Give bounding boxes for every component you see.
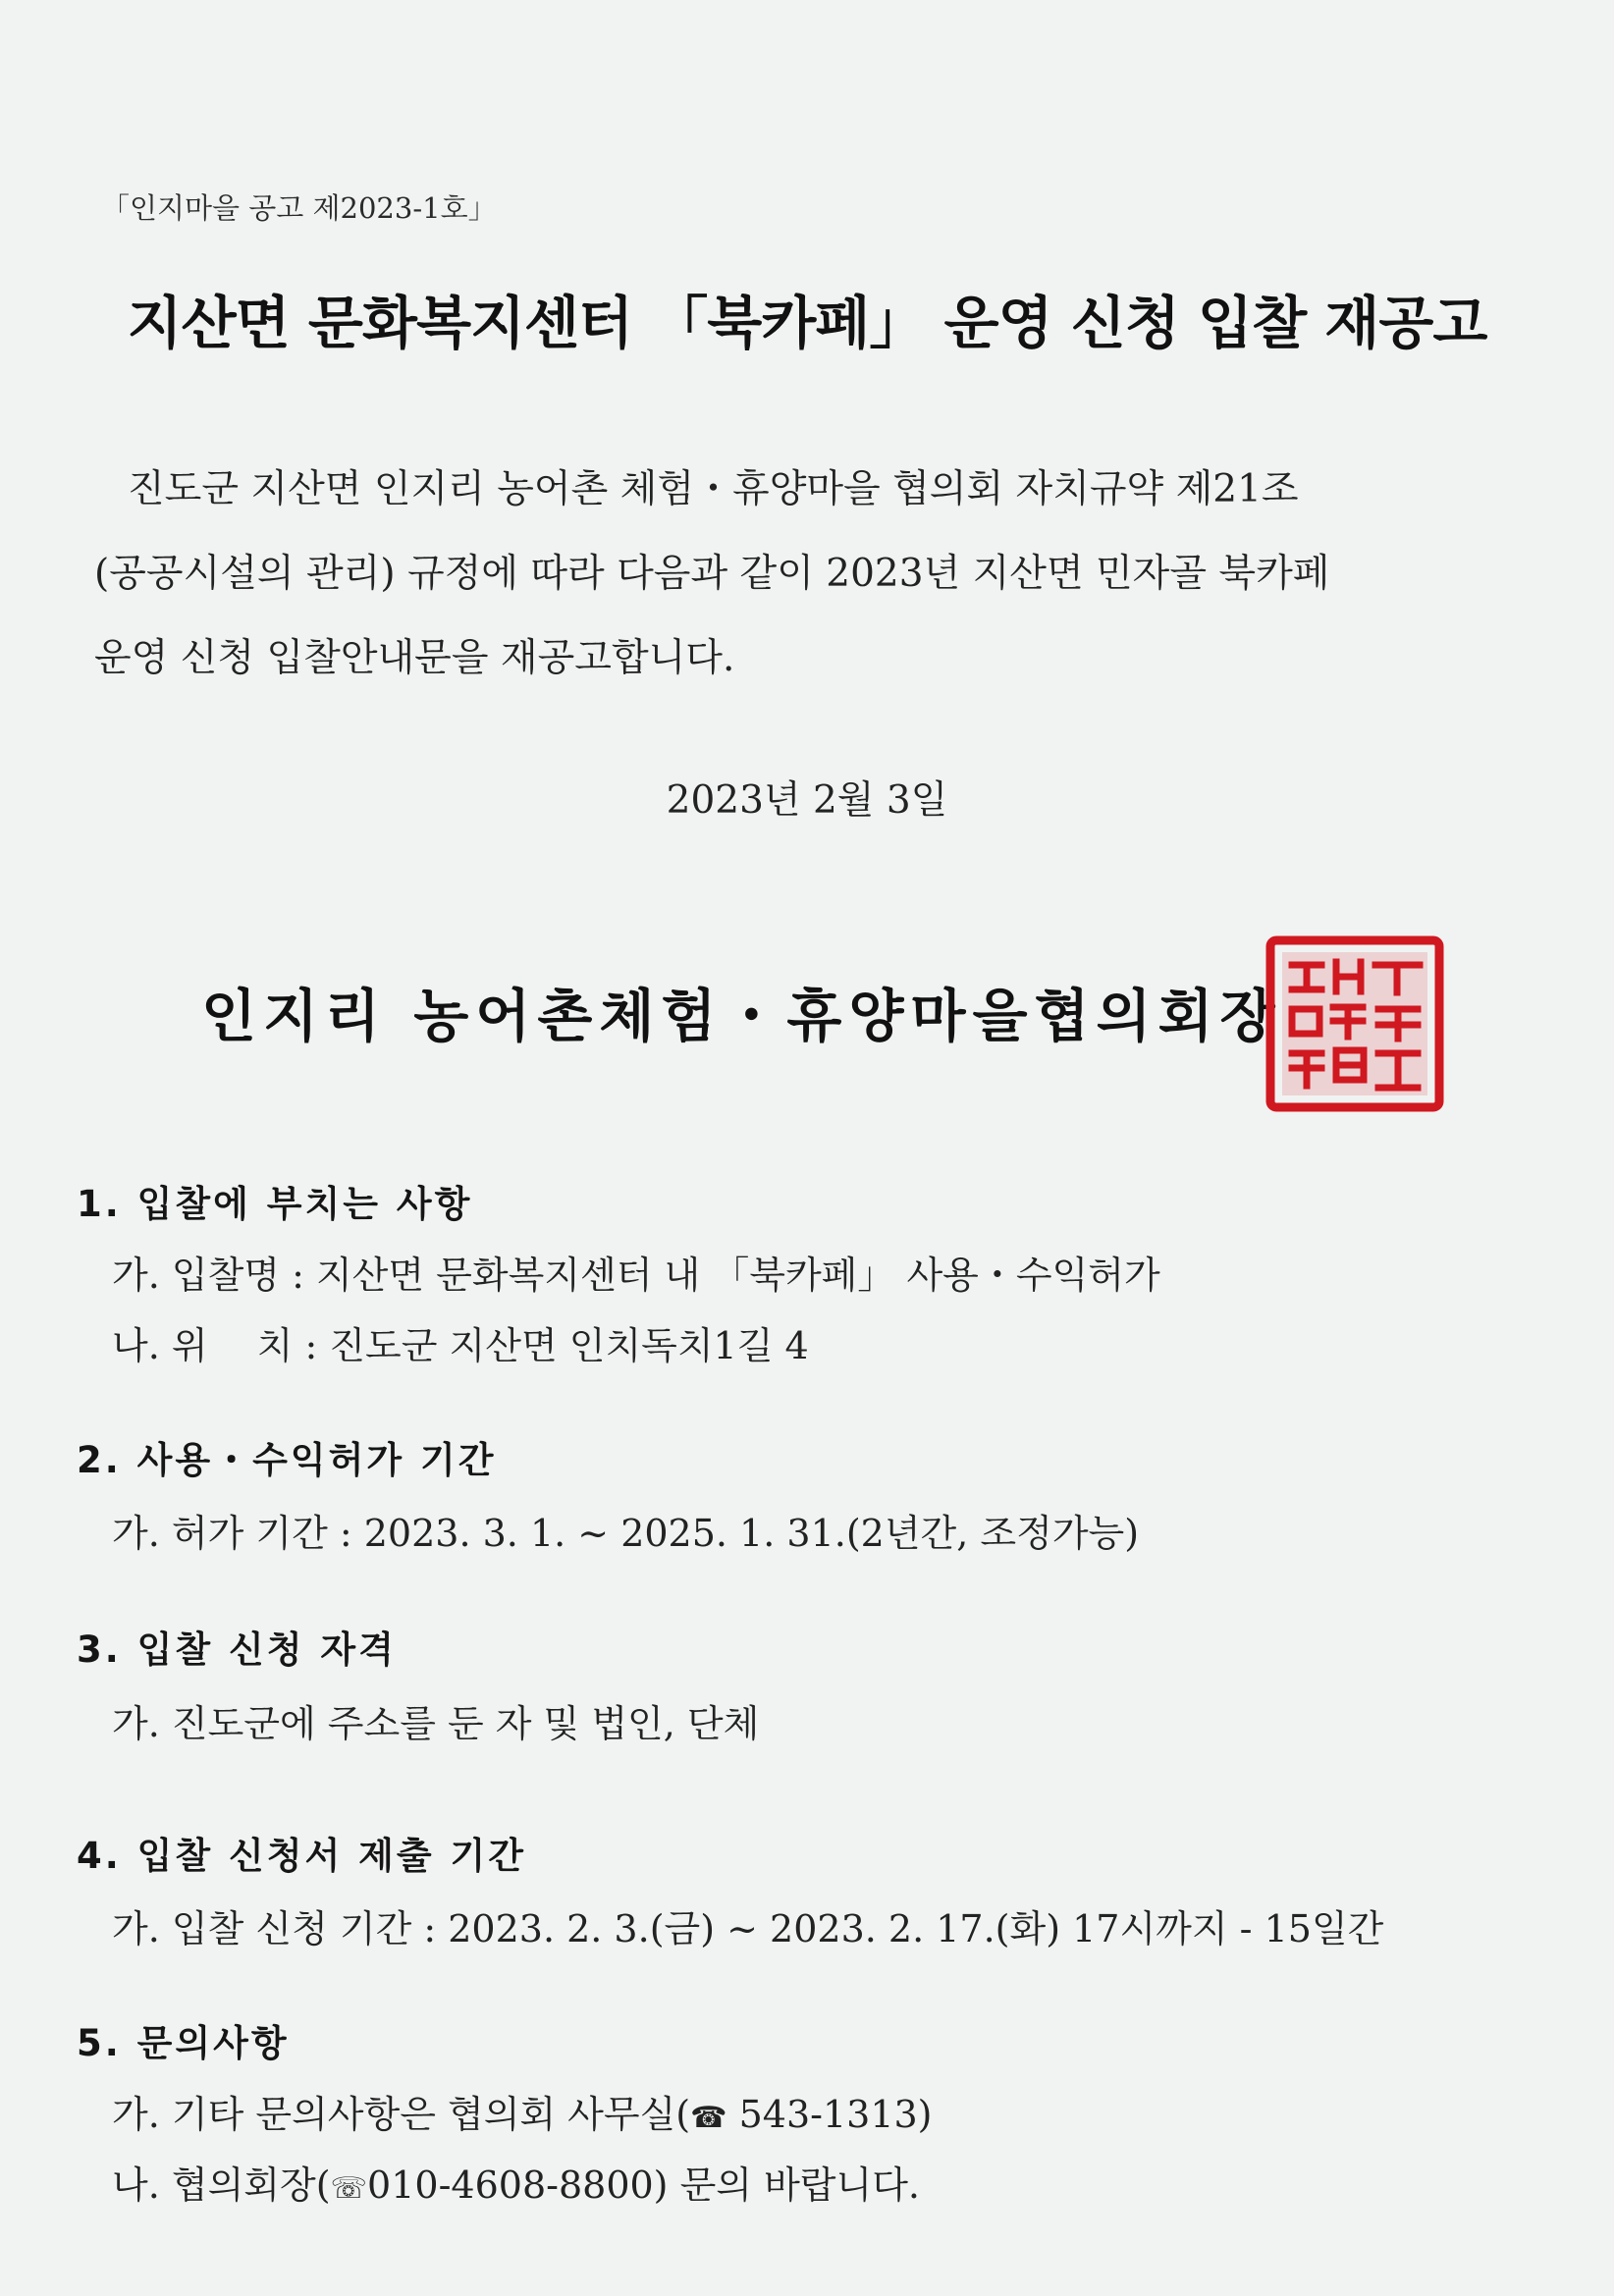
- section-item: 나. 위 치 : 진도군 지산면 인치독치1길 4: [112, 1324, 809, 1367]
- page-title: 지산면 문화복지센터 「북카페」 운영 신청 입찰 재공고: [127, 290, 1487, 356]
- phone-number: 010-4608-8800) 문의 바랍니다.: [367, 2163, 920, 2207]
- section-item: 가. 입찰 신청 기간 : 2023. 2. 3.(금) ~ 2023. 2. 17.(화) 17시까지 - 15일간: [112, 1907, 1384, 1950]
- inquiry-text: 나. 협의회장(: [112, 2163, 331, 2207]
- section-item: 가. 허가 기간 : 2023. 3. 1. ~ 2025. 1. 31.(2년간, 조정가능): [112, 1512, 1140, 1555]
- issuer-name: 인지리 농어촌체험・휴양마을협의회장: [201, 983, 1282, 1049]
- section-item: 가. 진도군에 주소를 둔 자 및 법인, 단체: [112, 1702, 760, 1745]
- intro-line: (공공시설의 관리) 규정에 따라 다음과 같이 2023년 지산면 민자골 북카페: [94, 552, 1330, 596]
- section-eligibility: [77, 1620, 1500, 1747]
- intro-line: 진도군 지산면 인지리 농어촌 체험・휴양마을 협의회 자치규약 제21조: [128, 467, 1299, 511]
- section-heading: 3. 입찰 신청 자격: [77, 1629, 397, 1671]
- notice-date: 2023년 2월 3일: [666, 778, 948, 823]
- phone-icon: ☏: [330, 2171, 368, 2206]
- section-item: 가. 입찰명 : 지산면 문화복지센터 내 「북카페」 사용・수익허가: [112, 1254, 1160, 1297]
- section-item: [77, 2084, 1500, 2155]
- section-inquiries: [77, 2013, 1500, 2225]
- intro-paragraph: [94, 448, 1469, 701]
- section-permit-period: [77, 1430, 1500, 1557]
- section-bid-items: [77, 1174, 1500, 1386]
- section-heading: 2. 사용・수익허가 기간: [77, 1439, 497, 1481]
- phone-icon: ☎: [690, 2101, 727, 2135]
- section-heading: 5. 문의사항: [77, 2022, 290, 2064]
- official-seal: [1263, 931, 1449, 1117]
- section-item: [77, 2155, 1500, 2225]
- inquiry-text: 가. 기타 문의사항은 협의회 사무실(: [112, 2093, 691, 2136]
- notice-number: 「인지마을 공고 제2023-1호」: [101, 191, 497, 225]
- section-heading: 4. 입찰 신청서 제출 기간: [77, 1835, 527, 1877]
- section-submission-period: [77, 1826, 1500, 1952]
- phone-number: 543-1313): [726, 2093, 933, 2136]
- section-heading: 1. 입찰에 부치는 사항: [77, 1183, 473, 1225]
- intro-line: 운영 신청 입찰안내문을 재공고합니다.: [94, 636, 735, 680]
